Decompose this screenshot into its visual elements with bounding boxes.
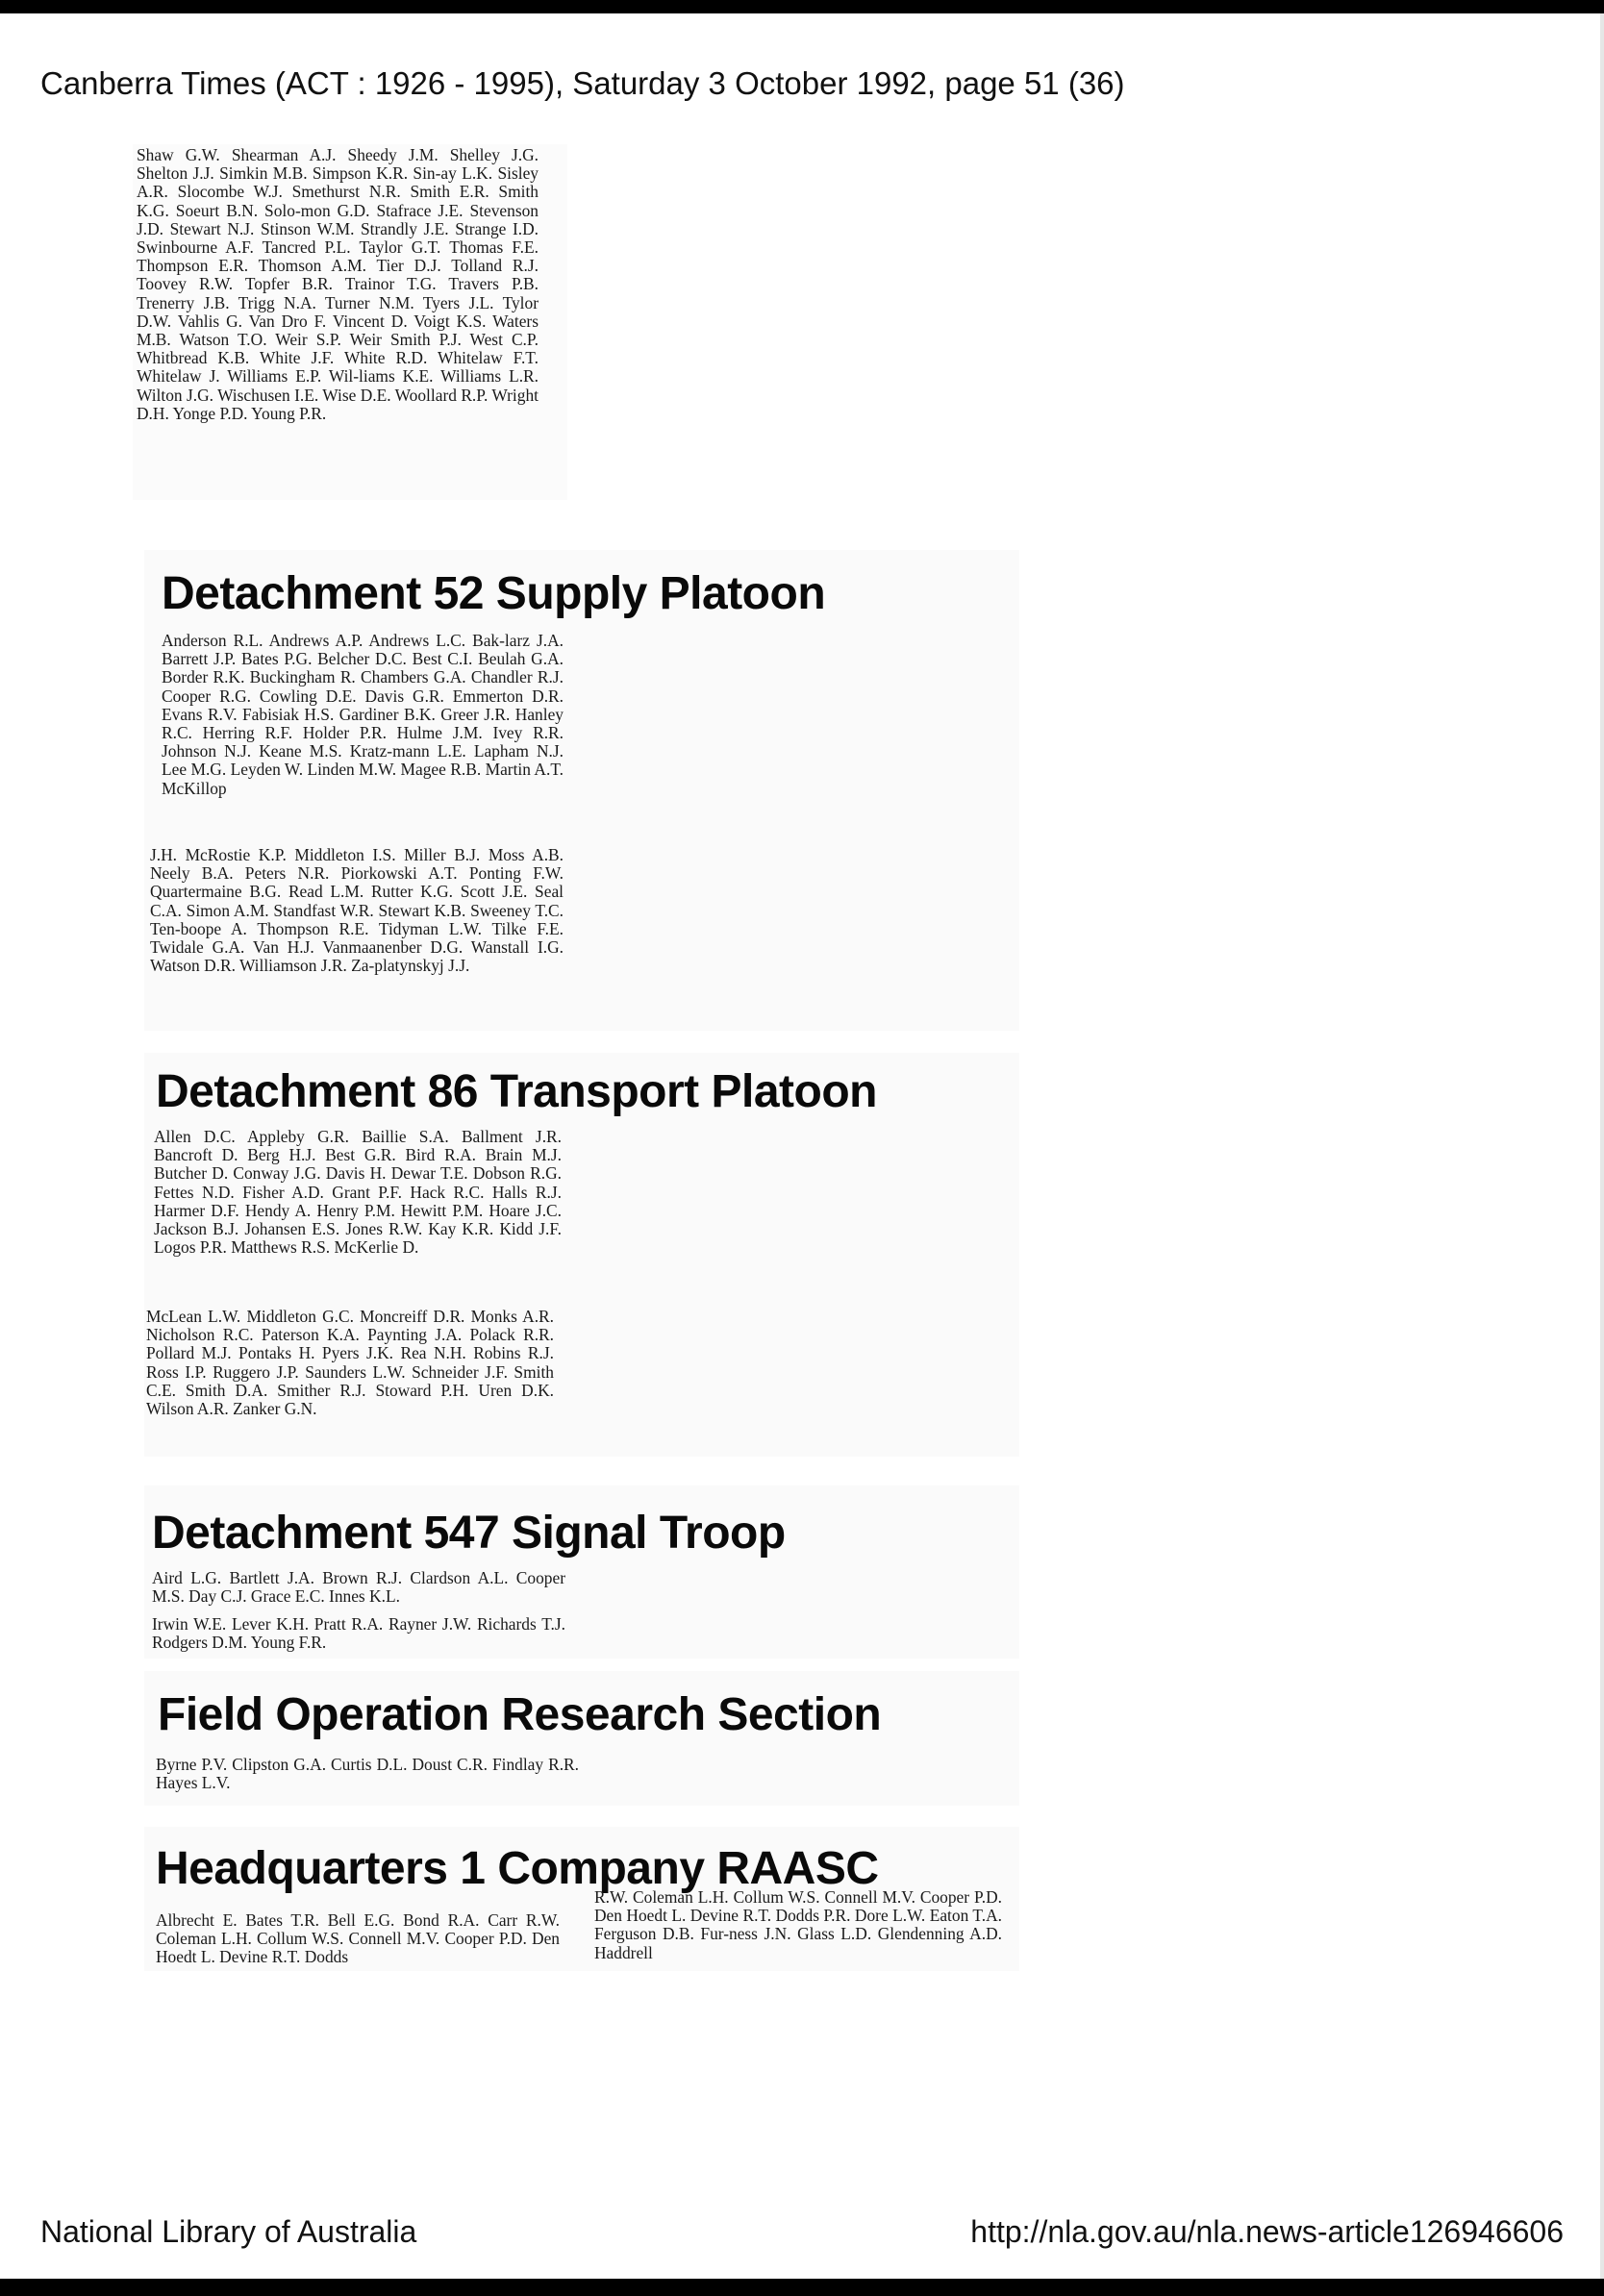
name-list: Allen D.C. Appleby G.R. Baillie S.A. Ballment J.R. Bancroft D. Berg H.J. Best G.R. Bird R.A. Brain M.J. Butcher D. Conway J.G. Davis H. Dewar T.E. Dobson R.G. Fettes N.D. Fisher A.D. Grant P.F. Hack R.C. Halls R.J. Harmer D.F. Hendy A. Henry P.M. Hewitt P.M. Hoare J.C. Jackson B.J. Johansen E.S. Jones R.W. Kay K.R. Kidd J.F. Logos P.R. Matthews R.S. McKerlie D.	[154, 1127, 562, 1258]
name-list: J.H. McRostie K.P. Middleton I.S. Miller B.J. Moss A.B. Neely B.A. Peters N.R. Piorkowski A.T. Ponting F.W. Quartermaine B.G. Read L.M. Rutter K.G. Scott J.E. Seal C.A. Simon A.M. Standfast W.R. Stewart K.B. Sweeney T.C. Ten-boope A. Thompson R.E. Tidyman L.W. Tilke F.E. Twidale G.A. Van H.J. Vanmaanenber D.G. Wanstall I.G. Watson D.R. Williamson J.R. Za-platynskyj J.J.	[150, 845, 564, 976]
footer-library: National Library of Australia	[40, 2214, 417, 2249]
name-list: Shaw G.W. Shearman A.J. Sheedy J.M. Shelley J.G. Shelton J.J. Simkin M.B. Simpson K.R. Sin-ay L.K. Sisley A.R. Slocombe W.J. Smethurst N.R. Smith E.R. Smith K.G. Soeurt B.N. Solo-mon G.D. Stafrace J.E. Stevenson J.D. Stewart N.J. Stinson W.M. Strandly J.E. Strange I.D. Swinbourne A.F. Tancred P.L. Taylor G.T. Thomas F.E. Thompson E.R. Thomson A.M. Tier D.J. Tolland R.J. Toovey R.W. Topfer B.R. Trainor T.G. Travers P.B. Trenerry J.B. Trigg N.A. Turner N.M. Tyers J.L. Tylor D.W. Vahlis G. Van Dro F. Vincent D. Voigt K.S. Waters M.B. Watson T.O. Weir S.P. Weir Smith P.J. West C.P. Whitbread K.B. White J.F. White R.D. Whitelaw F.T. Whitelaw J. Williams E.P. Wil-liams K.E. Williams L.R. Wilton J.G. Wischusen I.E. Wise D.E. Woollard R.P. Wright D.H. Yonge P.D. Young P.R.	[137, 145, 539, 423]
footer-url[interactable]: http://nla.gov.au/nla.news-article126946606	[970, 2214, 1564, 2249]
bottom-border	[0, 2279, 1604, 2296]
clipping-field-operation	[144, 1671, 1019, 1806]
clipping-continuation	[133, 144, 567, 500]
name-list: Aird L.G. Bartlett J.A. Brown R.J. Clardson A.L. Cooper M.S. Day C.J. Grace E.C. Innes K.L.	[152, 1568, 565, 1607]
name-list: Anderson R.L. Andrews A.P. Andrews L.C. Bak-larz J.A. Barrett J.P. Bates P.G. Belcher D.C. Best C.I. Beulah G.A. Border R.K. Buckingham R. Chambers G.A. Chandler R.J. Cooper R.G. Cowling D.E. Davis G.R. Emmerton D.R. Evans R.V. Fabisiak H.S. Gardiner B.K. Greer J.R. Hanley R.C. Herring R.F. Holder P.R. Hulme J.M. Ivey R.R. Johnson N.J. Keane M.S. Kratz-mann L.E. Lapham N.J. Lee M.G. Leyden W. Linden M.W. Magee R.B. Martin A.T. McKillop	[162, 631, 564, 798]
page-edge	[1600, 13, 1604, 2279]
section-heading: Field Operation Research Section	[158, 1689, 882, 1740]
section-heading: Detachment 86 Transport Platoon	[156, 1066, 877, 1117]
clipping-headquarters	[144, 1827, 1019, 1971]
clipping-detachment-52	[144, 550, 1019, 1031]
name-list: McLean L.W. Middleton G.C. Moncreiff D.R. Monks A.R. Nicholson R.C. Paterson K.A. Paynting J.A. Polack R.R. Pollard M.J. Pontaks H. Pyers J.K. Rea N.H. Robins R.J. Ross I.P. Ruggero J.P. Saunders L.W. Schneider J.F. Smith C.E. Smith D.A. Smither R.J. Stoward P.H. Uren D.K. Wilson A.R. Zanker G.N.	[146, 1307, 554, 1419]
clipping-detachment-86	[144, 1053, 1019, 1457]
column-left: Albrecht E. Bates T.R. Bell E.G. Bond R.A. Carr R.W. Coleman L.H. Collum W.S. Connell M.V. Cooper P.D. Den Hoedt L. Devine R.T. Dodds	[156, 1910, 560, 1967]
section-heading: Detachment 52 Supply Platoon	[162, 568, 826, 619]
citation-header: Canberra Times (ACT : 1926 - 1995), Saturday 3 October 1992, page 51 (36)	[40, 65, 1125, 101]
top-border	[0, 0, 1604, 13]
name-list: Byrne P.V. Clipston G.A. Curtis D.L. Doust C.R. Findlay R.R. Hayes L.V.	[156, 1755, 579, 1793]
section-heading: Headquarters 1 Company RAASC	[156, 1843, 879, 1894]
name-list: Irwin W.E. Lever K.H. Pratt R.A. Rayner J.W. Richards T.J. Rodgers D.M. Young F.R.	[152, 1614, 565, 1653]
clipping-detachment-547	[144, 1485, 1019, 1659]
section-heading: Detachment 547 Signal Troop	[152, 1508, 786, 1559]
column-right: R.W. Coleman L.H. Collum W.S. Connell M.V. Cooper P.D. Den Hoedt L. Devine R.T. Dodds P.R. Dore L.W. Eaton T.A. Ferguson D.B. Fur-ness J.N. Glass L.D. Glendenning A.D. Haddrell	[594, 1887, 1002, 1962]
